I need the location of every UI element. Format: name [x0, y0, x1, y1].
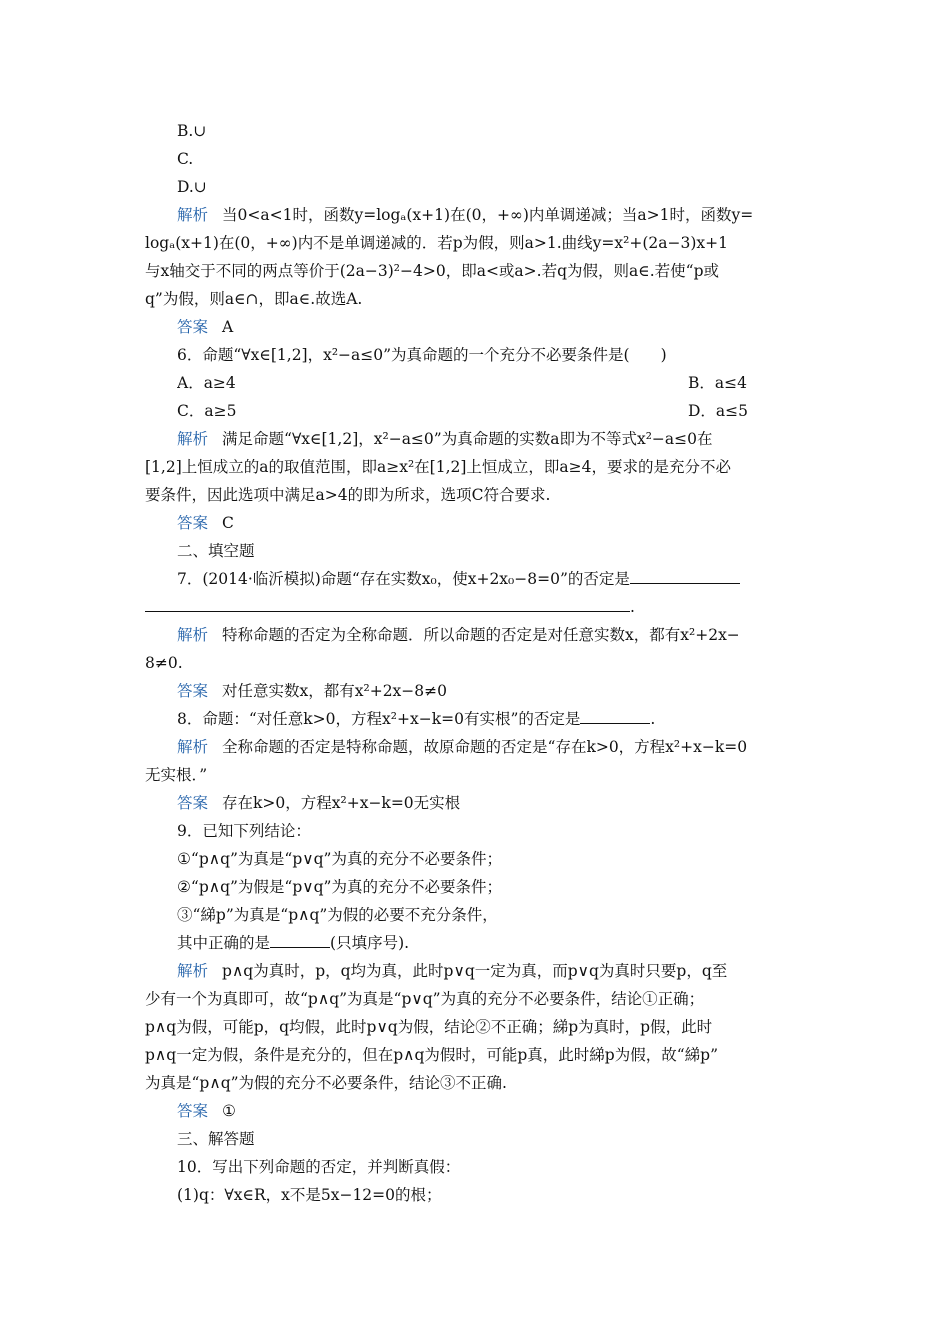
option-right: D．a≤5 — [688, 402, 749, 420]
line-text: 8．命题：“对任意k>0，方程x²+x−k=0有实根”的否定是 — [177, 710, 581, 728]
line-text: C. — [177, 150, 194, 168]
line-text: 7．(2014·临沂模拟)命题“存在实数x₀，使x+2x₀−8=0”的否定是 — [177, 570, 630, 588]
text-line — [177, 930, 810, 956]
line-text: 9．已知下列结论： — [177, 822, 311, 840]
text-line — [177, 678, 810, 704]
text-line — [177, 1098, 810, 1124]
answer-label: 答案 — [177, 682, 209, 700]
text-line — [177, 734, 810, 760]
line-text: [1,2]上恒成立的a的取值范围，即a≥x²在[1,2]上恒成立，即a≥4，要求的是充分不必 — [145, 458, 732, 476]
text-line — [177, 174, 810, 200]
line-text: D.∪ — [177, 178, 207, 196]
line-text: 对任意实数x，都有x²+2x−8≠0 — [222, 682, 448, 700]
line-text: A — [222, 318, 234, 336]
line-text: 少有一个为真即可，故“p∧q”为真是“p∨q”为真的充分不必要条件，结论①正确； — [145, 990, 705, 1008]
text-line — [145, 454, 810, 480]
text-line — [177, 342, 810, 368]
line-text: C — [222, 514, 234, 532]
text-line — [145, 286, 810, 312]
fill-blank — [630, 567, 740, 584]
analysis-label: 解析 — [177, 626, 209, 644]
line-text: 10．写出下列命题的否定，并判断真假： — [177, 1158, 461, 1176]
text-line — [177, 958, 810, 984]
line-text: 6．命题“∀x∈[1,2]，x²−a≤0”为真命题的一个充分不必要条件是( ) — [177, 346, 667, 364]
analysis-label: 解析 — [177, 206, 209, 224]
text-line — [145, 1070, 810, 1096]
line-text: 全称命题的否定是特称命题，故原命题的否定是“存在k>0，方程x²+x−k=0 — [222, 738, 748, 756]
text-line — [145, 1042, 810, 1068]
text-line — [177, 426, 810, 452]
text-line — [177, 538, 810, 564]
line-text-after: . — [630, 598, 635, 616]
text-line — [145, 762, 810, 788]
text-line — [145, 986, 810, 1012]
text-line — [177, 818, 810, 844]
text-line — [177, 1154, 810, 1180]
analysis-label: 解析 — [177, 430, 209, 448]
text-line — [177, 706, 810, 732]
text-line — [177, 510, 810, 536]
line-text: p∧q一定为假，条件是充分的，但在p∧q为假时，可能p真，此时綈p为假，故“綈p” — [145, 1046, 718, 1064]
line-text: 当0<a<1时，函数y=logₐ(x+1)在(0，+∞)内单调递减；当a>1时，函数y= — [222, 206, 754, 224]
text-line — [177, 874, 810, 900]
fill-blank — [270, 931, 330, 948]
line-text: C．a≥5 — [177, 402, 237, 420]
text-line — [145, 1014, 810, 1040]
fill-blank — [145, 595, 630, 612]
line-text: A．a≥4 — [177, 374, 236, 392]
line-text: p∧q为假，可能p，q均假，此时p∨q为假，结论②不正确；綈p为真时，p假，此时 — [145, 1018, 713, 1036]
line-text: 8≠0. — [145, 654, 183, 672]
line-text: ① — [222, 1102, 236, 1120]
line-text: ②“p∧q”为假是“p∨q”为真的充分不必要条件； — [177, 878, 502, 896]
text-line — [177, 846, 810, 872]
line-text: 要条件，因此选项中满足a>4的即为所求，选项C符合要求. — [145, 486, 551, 504]
answer-label: 答案 — [177, 514, 209, 532]
text-line — [145, 482, 810, 508]
line-text: p∧q为真时，p，q均为真，此时p∨q一定为真，而p∨q为真时只要p，q至 — [222, 962, 728, 980]
line-text: ③“綈p”为真是“p∧q”为假的必要不充分条件， — [177, 906, 498, 924]
text-line — [145, 258, 810, 284]
text-line — [177, 146, 810, 172]
line-text: (1)q：∀x∈R，x不是5x−12=0的根； — [177, 1186, 442, 1204]
option-right: B．a≤4 — [688, 374, 747, 392]
analysis-label: 解析 — [177, 738, 209, 756]
text-line — [145, 594, 810, 620]
line-text: 特称命题的否定为全称命题．所以命题的否定是对任意实数x，都有x²+2x− — [222, 626, 740, 644]
text-line — [145, 650, 810, 676]
text-line — [145, 230, 810, 256]
answer-label: 答案 — [177, 318, 209, 336]
text-line — [177, 902, 810, 928]
text-line — [177, 622, 810, 648]
line-text-after: (只填序号). — [330, 934, 410, 952]
line-text-after: . — [650, 710, 656, 728]
line-text: logₐ(x+1)在(0，+∞)内不是单调递减的．若p为假，则a>1.曲线y=x²+(2a−3)x+1 — [145, 234, 728, 252]
text-line — [177, 314, 810, 340]
line-text: 满足命题“∀x∈[1,2]，x²−a≤0”为真命题的实数a即为不等式x²−a≤0在 — [222, 430, 713, 448]
text-line — [177, 790, 810, 816]
fill-blank — [580, 707, 650, 724]
line-text: q”为假，则a∈∩，即a∈.故选A. — [145, 290, 363, 308]
line-text: 其中正确的是 — [177, 934, 271, 952]
line-text: B.∪ — [177, 122, 207, 140]
line-text: 无实根．” — [145, 766, 208, 784]
text-line — [177, 1182, 810, 1208]
text-line — [177, 370, 810, 396]
answer-label: 答案 — [177, 794, 209, 812]
text-line — [177, 566, 810, 592]
text-line — [177, 118, 810, 144]
analysis-label: 解析 — [177, 962, 209, 980]
line-text: 二、填空题 — [177, 542, 255, 560]
line-text: ①“p∧q”为真是“p∨q”为真的充分不必要条件； — [177, 850, 502, 868]
answer-label: 答案 — [177, 1102, 209, 1120]
text-line — [177, 398, 810, 424]
line-text: 三、解答题 — [177, 1130, 255, 1148]
line-text: 为真是“p∧q”为假的充分不必要条件，结论③不正确. — [145, 1074, 507, 1092]
text-line — [177, 202, 810, 228]
line-text: 存在k>0，方程x²+x−k=0无实根 — [222, 794, 461, 812]
line-text: 与x轴交于不同的两点等价于(2a−3)²−4>0，即a<或a>.若q为假，则a∈.若使“p或 — [145, 262, 719, 280]
text-line — [177, 1126, 810, 1152]
